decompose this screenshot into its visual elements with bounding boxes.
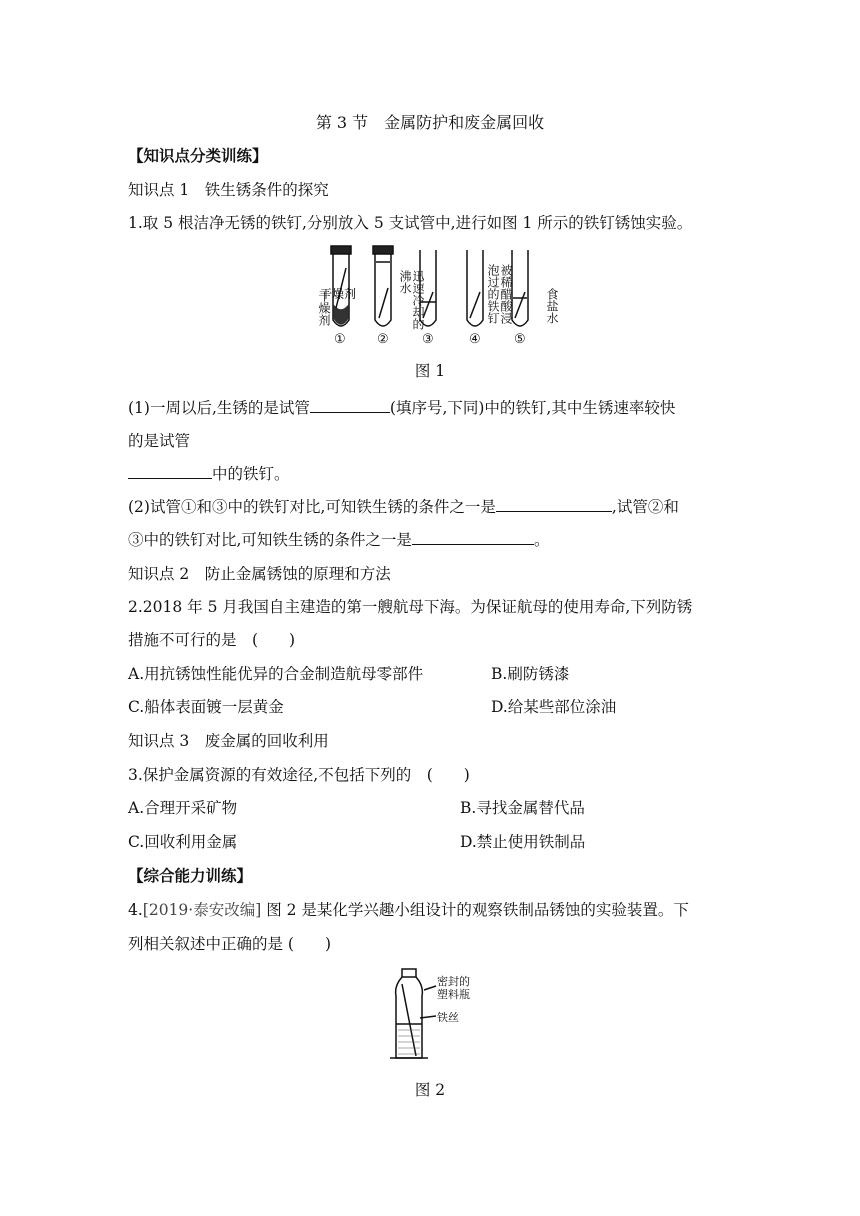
question-1-part-2-line-1: (2)试管①和③中的铁钉对比,可知铁生锈的条件之一是 ,试管②和: [128, 498, 679, 516]
tube-number-4: ④: [469, 332, 481, 347]
section-heading-comprehensive: 【综合能力训练】: [128, 866, 253, 885]
question-2-stem-line-2: 措施不可行的是 ( ): [128, 631, 296, 649]
label-salt-water: 食盐水: [545, 288, 559, 324]
question-2-option-c[interactable]: C.船体表面镀一层黄金: [128, 698, 284, 716]
label-desiccant: 干燥剂: [320, 287, 357, 301]
question-1-stem: 1.取 5 根洁净无锈的铁钉,分别放入 5 支试管中,进行如图 1 所示的铁钉锈蚀实验。: [128, 214, 693, 232]
question-1-part-2-line-2: ③中的铁钉对比,可知铁生锈的条件之一是 。: [128, 531, 550, 549]
question-2-option-a[interactable]: A.用抗锈蚀性能优异的合金制造航母零部件: [128, 665, 424, 683]
page-title: 第 3 节 金属防护和废金属回收: [315, 113, 545, 132]
knowledge-point-2: 知识点 2 防止金属锈蚀的原理和方法: [128, 565, 391, 583]
question-1-part-1-line-1: (1)一周以后,生锈的是试管 (填序号,下同)中的铁钉,其中生锈速率较快: [128, 399, 676, 417]
question-2-stem-line-1: 2.2018 年 5 月我国自主建造的第一艘航母下海。为保证航母的使用寿命,下列防锈: [128, 598, 693, 616]
answer-blank-2[interactable]: [128, 464, 212, 479]
question-2-option-b[interactable]: B.刷防锈漆: [491, 665, 570, 683]
tube-number-5: ⑤: [514, 332, 526, 347]
tube-number-3: ③: [422, 332, 434, 347]
label-vinegar-nail: 被稀醋酸浸泡过的铁钉: [486, 264, 513, 324]
label-desiccant-vertical: 干燥剂: [317, 290, 331, 326]
question-1-part-1-line-2: 的是试管: [128, 432, 191, 450]
question-1-part-1-line-3: 中的铁钉。: [128, 464, 290, 484]
question-2-option-d[interactable]: D.给某些部位涂油: [491, 698, 617, 716]
label-cooled-boiling-water: 迅速冷却的沸水: [398, 270, 425, 330]
question-3-option-b[interactable]: B.寻找金属替代品: [460, 799, 585, 817]
tube-number-1: ①: [334, 332, 346, 347]
figure-1-caption: 图 1: [414, 362, 446, 380]
answer-blank-3[interactable]: [496, 497, 612, 512]
question-3-option-a[interactable]: A.合理开采矿物: [128, 799, 238, 817]
question-4-source: [2019·泰安改编]: [142, 901, 262, 919]
question-3-option-d[interactable]: D.禁止使用铁制品: [460, 833, 586, 851]
question-3-stem: 3.保护金属资源的有效途径,不包括下列的 ( ): [128, 766, 470, 784]
answer-blank-4[interactable]: [412, 530, 534, 545]
knowledge-point-1: 知识点 1 铁生锈条件的探究: [128, 181, 329, 199]
knowledge-point-3: 知识点 3 废金属的回收利用: [128, 732, 329, 750]
question-4-stem-line-1: 4.[2019·泰安改编] 图 2 是某化学兴趣小组设计的观察铁制品锈蚀的实验装置。下: [128, 901, 689, 919]
label-sealed-bottle: 密封的塑料瓶: [437, 975, 470, 1001]
answer-blank-1[interactable]: [310, 398, 390, 413]
label-iron-wire: 铁丝: [437, 1011, 459, 1024]
figure-2-caption: 图 2: [414, 1081, 446, 1099]
section-heading-knowledge: 【知识点分类训练】: [128, 146, 268, 165]
tube-number-2: ②: [377, 332, 389, 347]
question-3-option-c[interactable]: C.回收利用金属: [128, 833, 238, 851]
question-4-stem-line-2: 列相关叙述中正确的是 ( ): [128, 935, 332, 953]
